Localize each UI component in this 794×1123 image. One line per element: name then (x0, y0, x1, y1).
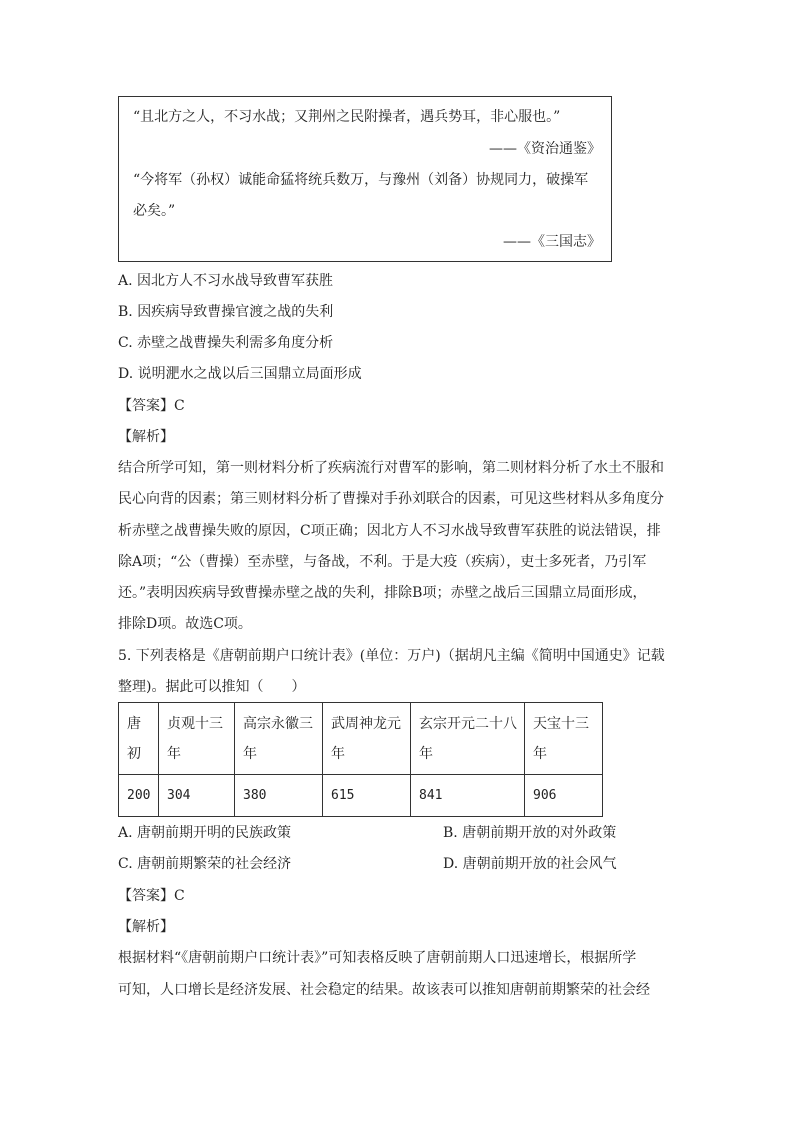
q5-option-a: A. 唐朝前期开明的民族政策 (118, 825, 292, 841)
table-header-cell: 天宝十三 年 (525, 703, 603, 775)
q5-stem-line2: 整理)。据此可以推知（ ） (118, 679, 306, 695)
q4-option-d: D. 说明淝水之战以后三国鼎立局面形成 (118, 366, 362, 382)
q4-analysis-line: 还。”表明因疾病导致曹操赤壁之战的失利，排除B项；赤壁之战后三国鼎立局面形成， (118, 585, 647, 601)
table-value-cell: 304 (159, 775, 235, 817)
q4-analysis-line: 除A项；“公（曹操）至赤壁，与备战，不利。于是大疫（疾病），吏士多死者，乃引军 (118, 554, 647, 570)
q5-option-b: B. 唐朝前期开放的对外政策 (443, 825, 617, 841)
q4-analysis-line: 民心向背的因素；第三则材料分析了曹操对手孙刘联合的因素，可见这些材料从多角度分 (118, 491, 664, 507)
table-values-row (119, 775, 603, 817)
q4-analysis-line: 析赤壁之战曹操失败的原因，C项正确；因北方人不习水战导致曹军获胜的说法错误，排 (118, 523, 661, 539)
source-quote-box (118, 96, 612, 262)
q4-analysis-label: 【解析】 (118, 429, 174, 445)
table-value-cell: 200 (119, 775, 159, 817)
q5-option-d: D. 唐朝前期开放的社会风气 (443, 856, 617, 872)
source-zizhi-tongjian: ——《资治通鉴》 (489, 141, 601, 157)
table-header-cell: 玄宗开元二十八 年 (411, 703, 525, 775)
table-header-cell: 唐 初 (119, 703, 159, 775)
population-table (118, 702, 603, 817)
q4-analysis-line: 结合所学可知，第一则材料分析了疾病流行对曹军的影响，第二则材料分析了水土不服和 (118, 460, 664, 476)
q4-answer: 【答案】C (118, 398, 185, 414)
table-header-row (119, 703, 603, 775)
q4-option-c: C. 赤壁之战曹操失利需多角度分析 (118, 335, 334, 351)
q4-option-b: B. 因疾病导致曹操官渡之战的失利 (118, 304, 334, 320)
quote-zizhi-tongjian: “且北方之人，不习水战；又荆州之民附操者，遇兵势耳，非心服也。” (133, 109, 561, 125)
table-header-cell: 贞观十三 年 (159, 703, 235, 775)
q5-answer: 【答案】C (118, 888, 185, 904)
q5-option-c: C. 唐朝前期繁荣的社会经济 (118, 856, 292, 872)
q5-analysis-line: 根据材料“《唐朝前期户口统计表》”可知表格反映了唐朝前期人口迅速增长，根据所学 (118, 950, 637, 966)
q5-analysis-label: 【解析】 (118, 919, 174, 935)
quote-sanguozhi-line2: 必矣。” (133, 203, 176, 219)
source-sanguozhi: ——《三国志》 (503, 234, 601, 250)
q5-stem-line1: 5. 下列表格是《唐朝前期户口统计表》(单位：万户)（据胡凡主编《简明中国通史》记载 (118, 648, 665, 664)
table-value-cell: 841 (411, 775, 525, 817)
table-value-cell: 615 (323, 775, 411, 817)
table-value-cell: 380 (235, 775, 323, 817)
q4-option-a: A. 因北方人不习水战导致曹军获胜 (118, 273, 334, 289)
quote-sanguozhi-line1: “今将军（孙权）诚能命猛将统兵数万，与豫州（刘备）协规同力，破操军 (133, 172, 589, 188)
table-header-cell: 武周神龙元 年 (323, 703, 411, 775)
q5-analysis-line: 可知，人口增长是经济发展、社会稳定的结果。故该表可以推知唐朝前期繁荣的社会经 (118, 982, 650, 998)
q4-analysis-line: 排除D项。故选C项。 (118, 616, 252, 632)
table-value-cell: 906 (525, 775, 603, 817)
table-header-cell: 高宗永徽三 年 (235, 703, 323, 775)
